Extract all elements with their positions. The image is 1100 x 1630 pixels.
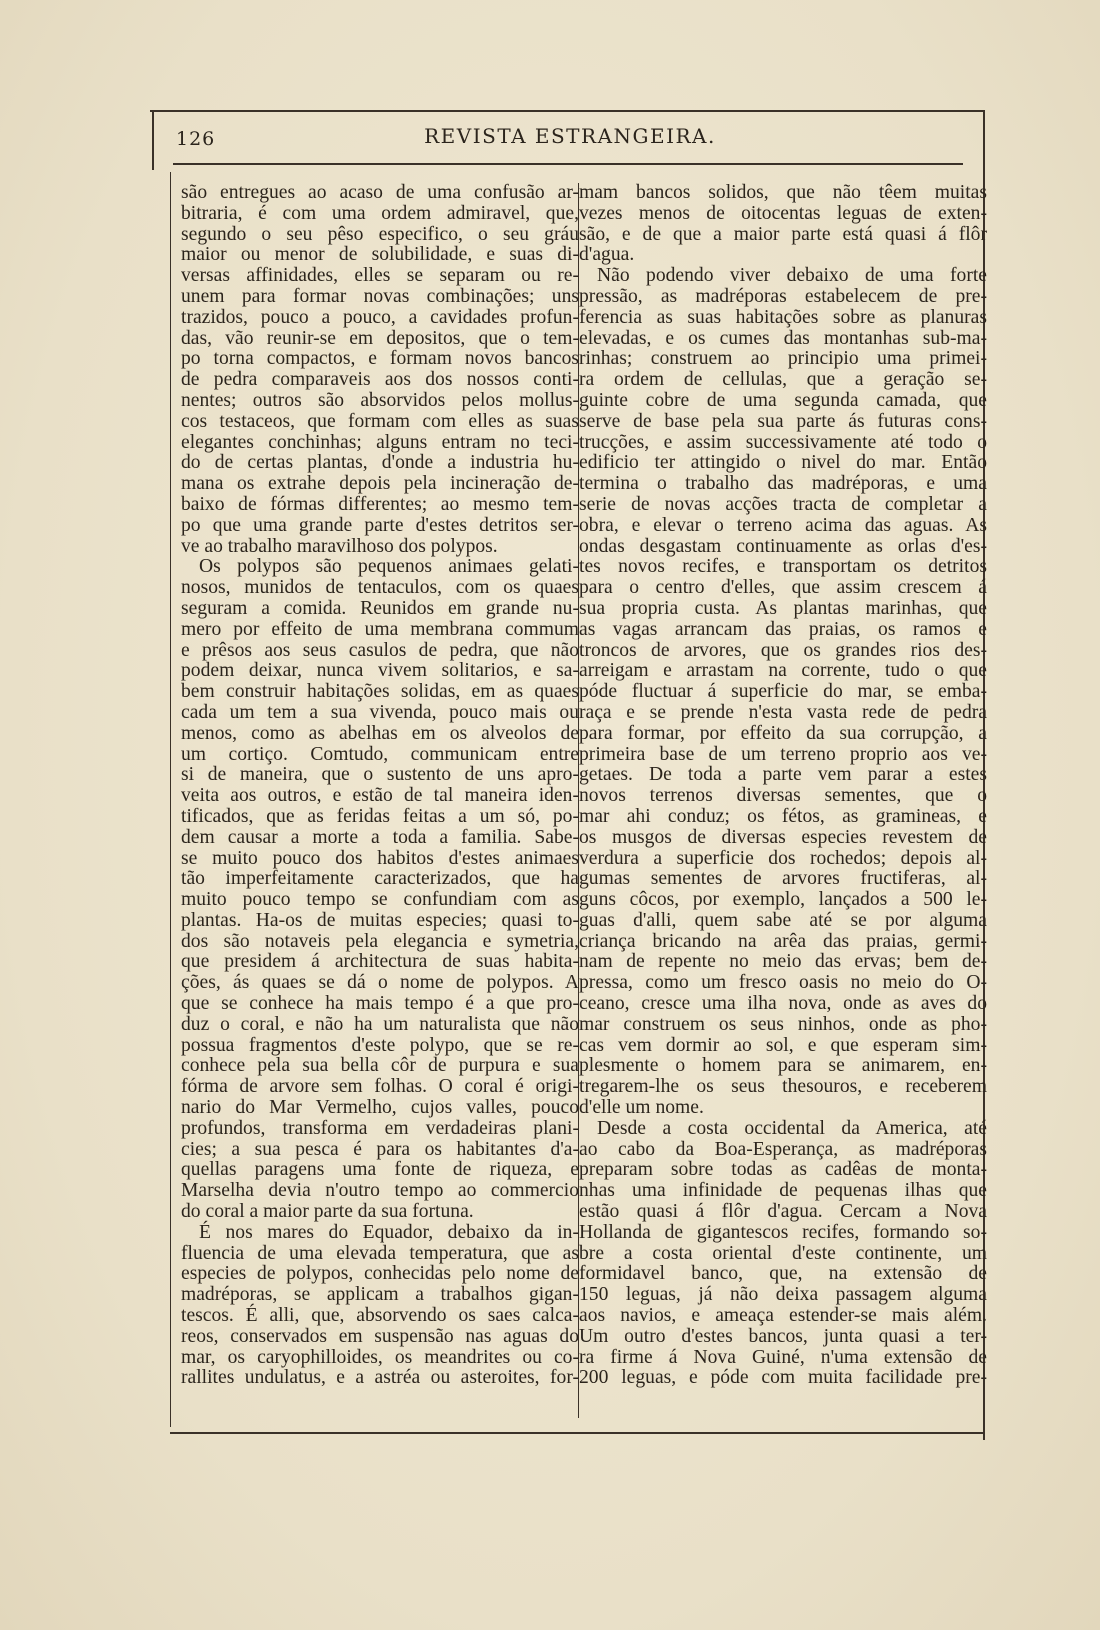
text-line: verdura a superficie dos rochedos; depois al-	[579, 847, 987, 869]
text-line: cada um tem a sua vivenda, pouco mais ou	[181, 701, 579, 723]
text-line: veita aos outros, e estão de tal maneira iden-	[181, 785, 579, 807]
text-line: os musgos de diversas especies revestem de	[579, 826, 987, 848]
text-line: mam bancos solidos, que não têem muitas	[579, 182, 987, 203]
text-line: guns côcos, por exemplo, lançados a 500 le-	[579, 889, 987, 911]
text-line: gumas sementes de arvores fructiferas, al-	[579, 868, 987, 890]
text-line: nam de repente no meio das ervas; bem de-	[579, 951, 987, 973]
text-line: mar, os caryophilloides, os meandrites ou co-	[181, 1346, 579, 1368]
text-line: ceano, cresce uma ilha nova, onde as aves do	[579, 993, 987, 1015]
text-line: troncos de arvores, que os grandes rios des-	[579, 639, 987, 661]
text-line: Um outro d'estes bancos, junta quasi a ter-	[579, 1325, 987, 1347]
text-line: raça e se prende n'esta vasta rede de pedra	[579, 701, 987, 723]
text-line: trucções, e assim successivamente até todo o	[579, 431, 987, 453]
text-line: formidavel banco, que, na extensão de	[579, 1263, 987, 1285]
text-line: dos são notaveis pela elegancia e symetria,	[181, 930, 579, 952]
text-line: ra ordem de cellulas, que a geração se-	[579, 369, 987, 391]
text-line: rallites undulatus, e a astréa ou asteroites, for-	[181, 1367, 579, 1389]
text-line: serie de novas acções tracta de completar a	[579, 493, 987, 515]
text-line: um cortiço. Comtudo, communicam entre	[181, 743, 579, 765]
text-line: elegantes conchinhas; alguns entram no teci-	[181, 431, 579, 453]
page-number: 126	[176, 128, 216, 150]
text-line: nhas uma infinidade de pequenas ilhas que	[579, 1180, 987, 1202]
text-line: menos, como as abelhas em os alveolos de	[181, 722, 579, 744]
text-line: tregarem-lhe os seus thesouros, e receberem	[579, 1076, 987, 1098]
left-margin-rule	[152, 110, 154, 170]
text-line: tão imperfeitamente caracterizados, que ha	[181, 868, 579, 890]
text-line: nentes; outros são absorvidos pelos mollus-	[181, 389, 579, 411]
text-line: 200 leguas, e póde com muita facilidade pre-	[579, 1367, 987, 1389]
text-line: getaes. De toda a parte vem parar a estes	[579, 764, 987, 786]
text-line: se muito pouco dos habitos d'estes animaes	[181, 847, 579, 869]
text-line: segundo o seu pêso especifico, o seu gráu	[181, 223, 579, 245]
text-line: tes novos recifes, e transportam os detritos	[579, 556, 987, 578]
header-rule	[173, 163, 963, 165]
text-line: profundos, transforma em verdadeiras plani-	[181, 1117, 579, 1139]
text-line: obra, e elevar o terreno acima das aguas. As	[579, 514, 987, 536]
text-line: reos, conservados em suspensão nas aguas do	[181, 1325, 579, 1347]
text-line: guinte cobre de uma segunda camada, que	[579, 389, 987, 411]
text-line: Hollanda de gigantescos recifes, formando so-	[579, 1221, 987, 1243]
text-line: tificados, que as feridas feitas a um só, po-	[181, 805, 579, 827]
text-line: quellas paragens uma fonte de riqueza, e	[181, 1159, 579, 1181]
text-line: baixo de fórmas differentes; ao mesmo tem-	[181, 493, 579, 515]
text-line: pressa, como um fresco oasis no meio do O-	[579, 972, 987, 994]
text-line: podem deixar, nunca vivem solitarios, e sa-	[181, 660, 579, 682]
text-line: especies de polypos, conhecidas pelo nome de	[181, 1263, 579, 1285]
text-line: mar construem os seus ninhos, onde as pho-	[579, 1013, 987, 1035]
text-line: fórma de arvore sem folhas. O coral é origi-	[181, 1076, 579, 1098]
text-line: estão quasi á flôr d'agua. Cercam a Nova	[579, 1201, 987, 1223]
text-line: plesmente o homem para se animarem, en-	[579, 1055, 987, 1077]
text-line: edificio ter attingido o nivel do mar. Então	[579, 452, 987, 474]
text-line: novos terrenos diversas sementes, que o	[579, 785, 987, 807]
text-line: póde fluctuar á superficie do mar, se emba-	[579, 681, 987, 703]
text-line: possua fragmentos d'este polypo, que se re-	[181, 1034, 579, 1056]
running-title: REVISTA ESTRANGEIRA.	[424, 124, 716, 148]
right-column	[579, 183, 987, 1389]
text-line: Não podendo viver debaixo de uma forte	[597, 265, 987, 287]
text-line: bre a costa oriental d'este continente, um	[579, 1242, 987, 1264]
text-line: muito pouco tempo se confundiam com as	[181, 889, 579, 911]
text-line: cies; a sua pesca é para os habitantes d'a-	[181, 1138, 579, 1160]
text-line: termina o trabalho das madréporas, e uma	[579, 473, 987, 495]
text-line: cas vem dormir ao sol, e que esperam sim-	[579, 1034, 987, 1056]
text-line: Marselha devia n'outro tempo ao commercio	[181, 1180, 579, 1202]
text-line: são entregues ao acaso de uma confusão ar-	[181, 182, 579, 203]
text-line: Os polypos são pequenos animaes gelati-	[199, 556, 579, 578]
text-line: Desde a costa occidental da America, até	[597, 1117, 987, 1139]
text-line: madréporas, se applicam a trabalhos gigan-	[181, 1284, 579, 1306]
text-line: trazidos, pouco a pouco, a cavidades profun-	[181, 306, 579, 328]
text-line: tescos. É alli, que, absorvendo os saes calca-	[181, 1305, 579, 1327]
text-line: plantas. Ha-os de muitas especies; quasi to-	[181, 909, 579, 931]
text-line: d'elle um nome.	[579, 1097, 704, 1119]
text-line: sua propria custa. As plantas marinhas, que	[579, 597, 987, 619]
text-line: do de certas plantas, d'onde a industria hu-	[181, 452, 579, 474]
text-line: ve ao trabalho maravilhoso dos polypos.	[181, 535, 498, 557]
text-line: mana os extrahe depois pela incineração de-	[181, 473, 579, 495]
text-line: para o centro d'elles, que assim crescem á	[579, 577, 987, 599]
left-column-border	[170, 172, 171, 1427]
text-line: arreigam e arrastam na corrente, tudo o que	[579, 660, 987, 682]
text-line: das, vão reunir-se em depositos, que o tem-	[181, 327, 579, 349]
text-line: e prêsos aos seus casulos de pedra, que não	[181, 639, 579, 661]
text-line: do coral a maior parte da sua fortuna.	[181, 1201, 474, 1223]
text-line: ao cabo da Boa-Esperança, as madréporas	[579, 1138, 987, 1160]
left-column	[181, 183, 579, 1389]
text-line: primeira base de um terreno proprio aos ve-	[579, 743, 987, 765]
text-line: nosos, munidos de tentaculos, com os quaes	[181, 577, 579, 599]
text-line: seguram a comida. Reunidos em grande nu-	[181, 597, 579, 619]
text-line: conhece pela sua bella côr de purpura e sua	[181, 1055, 579, 1077]
text-line: vezes menos de oitocentas leguas de exten-	[579, 202, 987, 224]
text-line: rinhas; construem ao principio uma primei-	[579, 348, 987, 370]
text-line: que presidem á architectura de suas habita-	[181, 951, 579, 973]
text-line: duz o coral, e não ha um naturalista que não	[181, 1013, 579, 1035]
text-line: para formar, por effeito da sua corrupção, a	[579, 722, 987, 744]
text-line: 150 leguas, já não deixa passagem alguma	[579, 1284, 987, 1306]
text-line: serve de base pela sua parte ás futuras cons-	[579, 410, 987, 432]
text-line: maior ou menor de solubilidade, e suas di-	[181, 244, 579, 266]
top-rule	[150, 110, 985, 112]
text-line: po torna compactos, e formam novos bancos	[181, 348, 579, 370]
text-line: versas affinidades, elles se separam ou re-	[181, 265, 579, 287]
text-line: ções, ás quaes se dá o nome de polypos. A	[181, 972, 579, 994]
text-line: po que uma grande parte d'estes detritos ser-	[181, 514, 579, 536]
text-line: mar ahi conduz; os fétos, as gramineas, e	[579, 805, 987, 827]
text-line: são, e de que a maior parte está quasi á flôr	[579, 223, 987, 245]
text-line: criança bricando na arêa das praias, germi-	[579, 930, 987, 952]
text-line: mero por effeito de uma membrana commum	[181, 618, 579, 640]
text-line: pressão, as madréporas estabelecem de pre-	[579, 285, 987, 307]
text-line: aos navios, e ameaça estender-se mais além.	[579, 1305, 987, 1327]
text-line: bitraria, é com uma ordem admiravel, que,	[181, 202, 579, 224]
text-line: preparam sobre todas as cadêas de monta-	[579, 1159, 987, 1181]
text-line: bem construir habitações solidas, em as quaes	[181, 681, 579, 703]
text-line: unem para formar novas combinações; uns	[181, 285, 579, 307]
text-line: as vagas arrancam das praias, os ramos e	[579, 618, 987, 640]
text-line: nario do Mar Vermelho, cujos valles, pouco	[181, 1097, 579, 1119]
bottom-rule	[170, 1432, 983, 1434]
text-line: fluencia de uma elevada temperatura, que as	[181, 1242, 579, 1264]
text-line: cos testaceos, que formam com elles as suas	[181, 410, 579, 432]
text-line: que se conhece ha mais tempo é a que pro-	[181, 993, 579, 1015]
text-line: de pedra comparaveis aos dos nossos conti-	[181, 369, 579, 391]
text-line: ra firme á Nova Guiné, n'uma extensão de	[579, 1346, 987, 1368]
text-line: guas d'alli, quem sabe até se por alguma	[579, 909, 987, 931]
text-line: elevadas, e os cumes das montanhas sub-ma-	[579, 327, 987, 349]
text-line: si de maneira, que o sustento de uns apro-	[181, 764, 579, 786]
text-line: d'agua.	[579, 244, 635, 266]
text-line: dem causar a morte a toda a familia. Sabe-	[181, 826, 579, 848]
text-line: É nos mares do Equador, debaixo da in-	[199, 1221, 579, 1243]
text-line: ferencia as suas habitações sobre as planuras	[579, 306, 987, 328]
text-line: ondas desgastam continuamente as orlas d'es-	[579, 535, 987, 557]
